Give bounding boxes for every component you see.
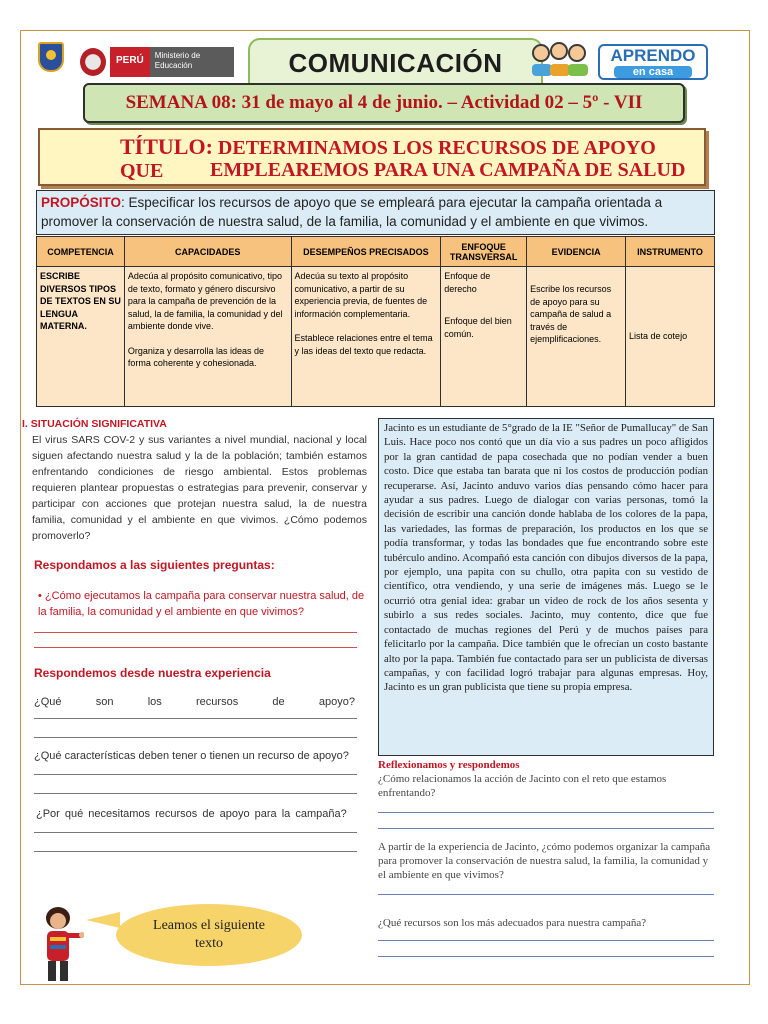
respondamos-title: Respondamos a las siguientes preguntas:: [34, 558, 275, 572]
th-competencia: COMPETENCIA: [37, 237, 125, 267]
respondamos-bullet: • ¿Cómo ejecutamos la campaña para conservar nuestra salud, de la familia, la comunidad y el ambiente en que vivimos?: [38, 590, 365, 618]
th-capacidades: CAPACIDADES: [124, 237, 291, 267]
enfoque-2: Enfoque del bien común.: [444, 316, 512, 339]
week-banner: [83, 83, 685, 123]
school-shield-logo: [38, 42, 64, 72]
answer-line[interactable]: [378, 828, 714, 829]
title-label: TÍTULO:: [120, 134, 213, 159]
reflexionamos-block: [378, 758, 714, 800]
reflexionamos-q2: A partir de la experiencia de Jacinto, ¿cómo podemos organizar la campaña para promover la conservación de nuestra salud, la familia, la comunidad y el ambiente en que vivimos?: [378, 841, 711, 881]
purpose-text: : Especificar los recursos de apoyo que se empleará para ejecutar la campaña orientada a promover la conservación de nuestra salud, de la familia, la comunidad y el ambiente en que vivimos.: [41, 195, 663, 229]
cell-enfoque: [441, 267, 527, 407]
cell-evidencia: Escribe los recursos de apoyo para su campaña de salud a través de ejemplificaciones.: [527, 267, 626, 407]
cell-desempenos: [291, 267, 441, 407]
answer-line[interactable]: [378, 812, 714, 813]
bubble-line-1: Leamos el siguiente: [153, 918, 265, 933]
aprendo-label: APRENDO: [610, 46, 696, 65]
th-instrumento: INSTRUMENTO: [626, 237, 715, 267]
cell-capacidades: [124, 267, 291, 407]
situacion-title: I. SITUACIÓN SIGNIFICATIVA: [22, 418, 167, 430]
answer-line[interactable]: [34, 832, 357, 833]
answer-line[interactable]: [34, 737, 357, 738]
speech-bubble: [116, 904, 302, 966]
answer-line[interactable]: [34, 647, 357, 648]
peru-label: PERÚ: [110, 47, 150, 77]
week-text: SEMANA 08: 31 de mayo al 4 de junio. – Actividad 02 – 5º - VII: [125, 92, 643, 113]
experiencia-q3: ¿Por qué necesitamos recursos de apoyo para la campaña?: [36, 808, 347, 820]
minedu-logo: [80, 46, 270, 78]
desempeno-1: Adecúa su texto al propósito comunicativo, a partir de su experiencia previa, de fuentes de información complementaria.: [294, 271, 428, 319]
th-evidencia: EVIDENCIA: [527, 237, 626, 267]
answer-line[interactable]: [34, 718, 357, 719]
competency-table: [36, 236, 715, 407]
desempeno-2: Establece relaciones entre el tema y las ideas del texto que redacta.: [294, 333, 433, 356]
experiencia-q2: ¿Qué características deben tener o tienen un recurso de apoyo?: [34, 750, 349, 762]
experiencia-title: Respondemos desde nuestra experiencia: [34, 666, 271, 680]
aprendo-en-casa-logo: [598, 44, 708, 80]
th-enfoque: ENFOQUE TRANSVERSAL: [441, 237, 527, 267]
title-line-2: EMPLEAREMOS PARA UNA CAMPAÑA DE SALUD: [210, 159, 686, 181]
kids-illustration: [530, 42, 590, 78]
subject-tab: [248, 38, 543, 88]
purpose-box: [36, 190, 715, 235]
enfoque-1: Enfoque de derecho: [444, 271, 491, 294]
answer-line[interactable]: [34, 632, 357, 633]
answer-line[interactable]: [34, 851, 357, 852]
cell-competencia: ESCRIBE DIVERSOS TIPOS DE TEXTOS EN SU LENGUA MATERNA.: [37, 267, 125, 407]
story-box: Jacinto es un estudiante de 5°grado de la IE "Señor de Pumallucay" de San Luis. Hace poco nos contó que un día vio a sus padres un poco afligidos por la gran cantidad de papa cosechada que no podían vender a buen costo. Dice que estaba tan barata que ni los costos de producción podían recuperarse. Así, Jacinto anduvo varios días pensando cómo hacer para ayudar a sus padres. Luego de dialogar con varias personas, tomó la decisión de escribir una canción donde hablaba de los colores de la papa, las variedades, las formas de preparación, los productos en los que se podía transformar, y todas las bondades que fue encontrando sobre este tubérculo andino. Acompañó esta canción con dibujos diversos de la papa, por ejemplo, una papita con su chullo, otra papita con su vestido de científico, otra vendiendo, y una serie de imágenes más. Luego se le ocurrió otra genial idea: grabar un video de rock de los años sesenta y subirlo a sus redes sociales. Jacinto, muy contento, dice que fue contactado de muchas regiones del Perú y de muchos países para felicitarlo por la campaña. Dice también que le ofrecían un costo bastante alto por la papa. También fue contactado para ser un publicista de diversas campañas, y con facilidad logró trabajar para algunas empresas. Hoy, Jacinto es un gran publicista que tiene su propia empresa.: [378, 418, 714, 756]
peru-emblem-icon: [80, 48, 106, 76]
reflexionamos-title: Reflexionamos y respondemos: [378, 759, 520, 771]
table-header-row: [37, 237, 715, 267]
subject-title: COMUNICACIÓN: [288, 47, 503, 78]
table-row: [37, 267, 715, 407]
purpose-label: PROPÓSITO: [41, 195, 122, 210]
reflexionamos-q1: ¿Cómo relacionamos la acción de Jacinto con el reto que estamos enfrentando?: [378, 773, 667, 799]
speech-bubble-tail: [86, 912, 120, 928]
answer-line[interactable]: [34, 774, 357, 775]
experiencia-q1: ¿Qué son los recursos de apoyo?: [34, 696, 355, 708]
ministry-label: Ministerio de Educación: [150, 47, 234, 77]
title-text-1: DETERMINAMOS LOS RECURSOS DE APOYO QUE: [120, 137, 656, 182]
bubble-line-2: texto: [195, 936, 223, 951]
cell-instrumento: Lista de cotejo: [626, 267, 715, 407]
answer-line[interactable]: [378, 940, 714, 941]
answer-line[interactable]: [34, 793, 357, 794]
answer-line[interactable]: [378, 956, 714, 957]
situacion-text: El virus SARS COV-2 y sus variantes a nivel mundial, nacional y local siguen afectando nuestra salud y la de la población; también estamos enfrentando condiciones de riesgo ambiental. Estos problemas requieren plantear propuestas o estrategias para prevenir, conservar y participar con acciones que protejan nuestra salud, la de nuestra familia, comunidad y el ambiente en que vivimos. ¿Cómo podemos promoverlo?: [32, 434, 367, 542]
header: [30, 38, 730, 84]
title-box: [38, 128, 706, 186]
capacidad-2: Organiza y desarrolla las ideas de forma coherente y cohesionada.: [127, 345, 264, 368]
capacidad-1: Adecúa al propósito comunicativo, tipo de texto, formato y género discursivo para la campaña de prevención de la salud, la de familia, la comunidad y del ambiente donde vive.: [127, 271, 283, 331]
en-casa-label: en casa: [614, 66, 692, 78]
th-desempenos: DESEMPEÑOS PRECISADOS: [291, 237, 441, 267]
answer-line[interactable]: [378, 894, 714, 895]
teacher-illustration: [34, 905, 84, 983]
left-column: [22, 418, 367, 852]
reflexionamos-q3: ¿Qué recursos son los más adecuados para nuestra campaña?: [378, 917, 647, 929]
